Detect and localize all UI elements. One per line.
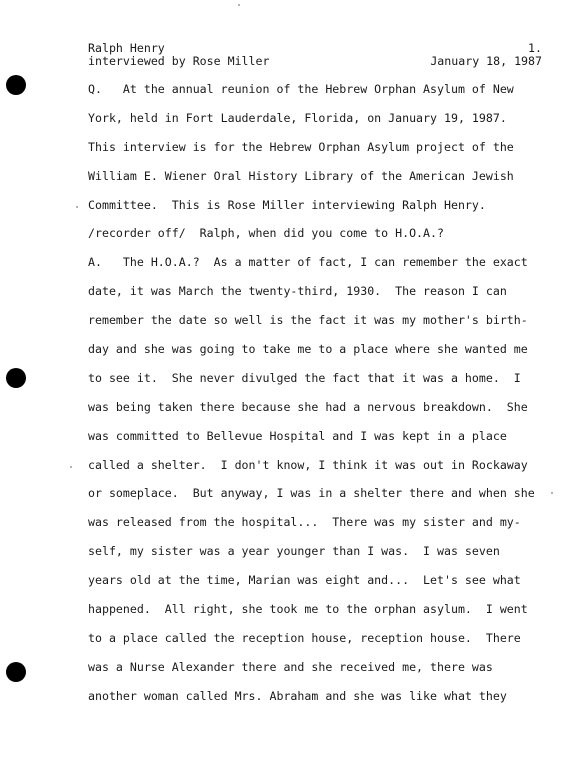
transcript-line: was committed to Bellevue Hospital and I was kept in a place xyxy=(88,428,507,443)
interview-date: January 18, 1987 xyxy=(430,54,542,68)
scan-speck xyxy=(238,4,240,6)
transcript-line: day and she was going to take me to a place where she wanted me xyxy=(88,342,528,357)
scan-speck xyxy=(76,206,78,208)
punch-hole xyxy=(6,662,26,682)
scan-speck xyxy=(70,466,72,468)
transcript-line: This interview is for the Hebrew Orphan Asylum project of the xyxy=(88,139,514,154)
punch-hole xyxy=(6,75,26,95)
transcript-line: Q. At the annual reunion of the Hebrew Orphan Asylum of New xyxy=(88,82,514,96)
interviewee-name: Ralph Henry xyxy=(88,41,165,55)
header-row-bottom xyxy=(88,55,542,68)
transcript-line: another woman called Mrs. Abraham and she was like what they xyxy=(88,688,507,703)
punch-hole xyxy=(6,368,26,388)
transcript-line: was a Nurse Alexander there and she received me, there was xyxy=(88,659,493,674)
transcript-line: called a shelter. I don't know, I think it was out in Rockaway xyxy=(88,457,528,472)
transcript-line: self, my sister was a year younger than I was. I was seven xyxy=(88,544,500,559)
page-number: 1. xyxy=(528,41,542,55)
transcript-line: happened. All right, she took me to the orphan asylum. I went xyxy=(88,602,528,617)
page-header xyxy=(88,42,542,68)
transcript-line: York, held in Fort Lauderdale, Florida, on January 19, 1987. xyxy=(88,110,507,125)
interviewer-line: interviewed by Rose Miller xyxy=(88,54,270,68)
scan-speck xyxy=(551,492,553,494)
transcript-line: William E. Wiener Oral History Library of the American Jewish xyxy=(88,168,514,183)
transcript-line: /recorder off/ Ralph, when did you come to H.O.A.? xyxy=(88,226,444,241)
transcript-line: remember the date so well is the fact it was my mother's birth- xyxy=(88,313,528,328)
transcript-line: to a place called the reception house, reception house. There xyxy=(88,630,521,645)
transcript-line: years old at the time, Marian was eight and... Let's see what xyxy=(88,573,521,588)
transcript-line: A. The H.O.A.? As a matter of fact, I can remember the exact xyxy=(88,255,528,270)
transcript-line: was being taken there because she had a nervous breakdown. She xyxy=(88,399,528,414)
transcript-line: date, it was March the twenty-third, 1930. The reason I can xyxy=(88,284,507,299)
transcript-body xyxy=(88,82,548,718)
transcript-line: or someplace. But anyway, I was in a shelter there and when she xyxy=(88,486,535,501)
transcript-line: to see it. She never divulged the fact that it was a home. I xyxy=(88,370,521,385)
transcript-line: Committee. This is Rose Miller interviewing Ralph Henry. xyxy=(88,197,486,212)
transcript-line: was released from the hospital... There was my sister and my- xyxy=(88,515,521,530)
